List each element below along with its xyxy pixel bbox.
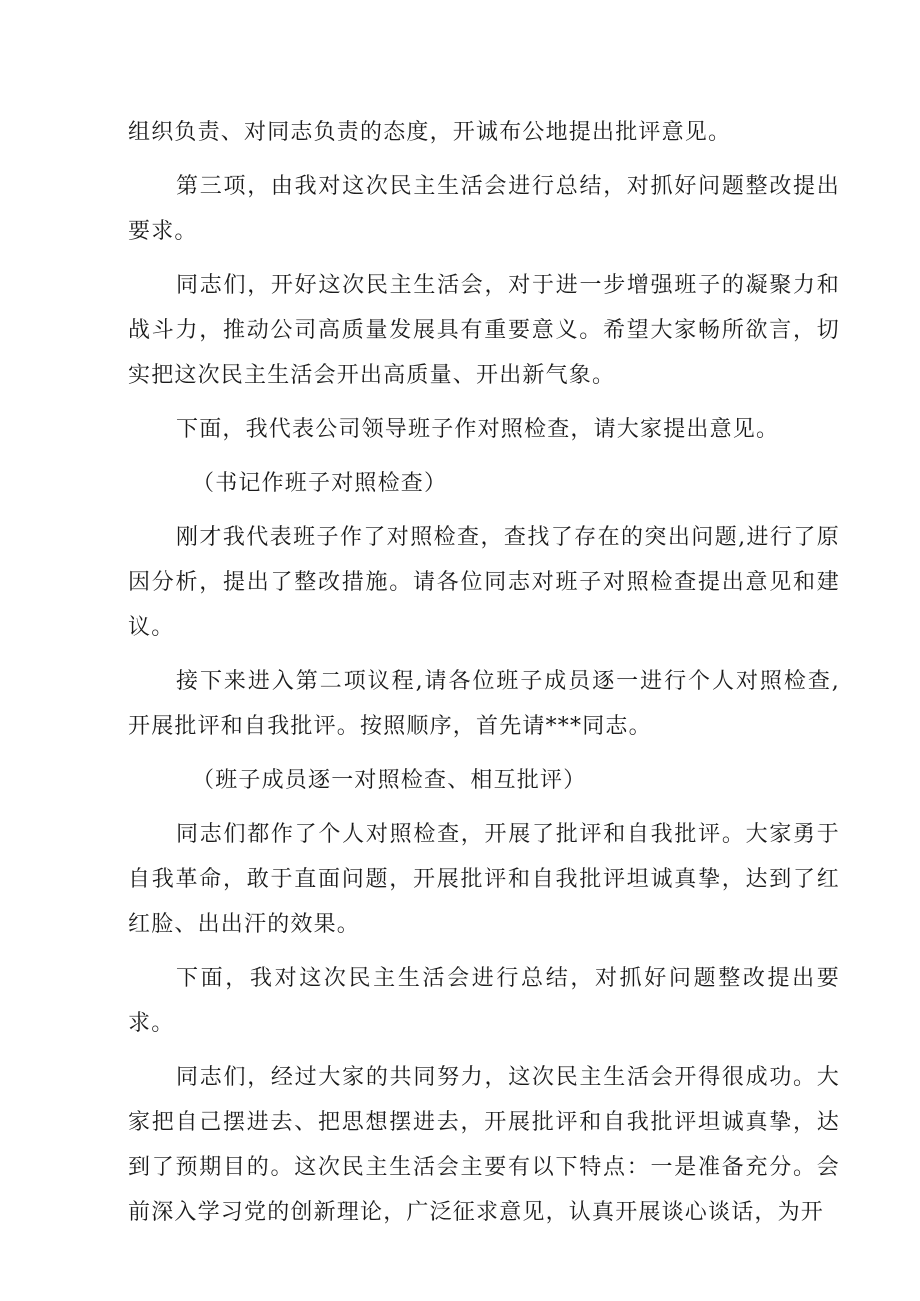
paragraph-2: 第三项，由我对这次民主生活会进行总结，对抓好问题整改提出要求。 <box>128 174 840 244</box>
paragraph-8: 下面，我对这次民主生活会进行总结，对抓好问题整改提出要求。 <box>128 966 840 1036</box>
paragraph-4: 下面，我代表公司领导班子作对照检查，请大家提出意见。 <box>176 417 780 442</box>
stage-note-2: （班子成员逐一对照检查、相互批评） <box>192 768 587 793</box>
paragraph-5: 刚才我代表班子作了对照检查，查找了存在的突出问题,进行了原因分析，提出了整改措施。请各位同志对班子对照检查提出意见和建议。 <box>128 525 840 640</box>
stage-note-1: （书记作班子对照检查） <box>192 471 448 496</box>
document-body <box>128 110 840 1244</box>
paragraph-9: 同志们，经过大家的共同努力，这次民主生活会开得很成功。大家把自己摆进去、把思想摆进去，开展批评和自我批评坦诚真挚，达到了预期目的。这次民主生活会主要有以下特点：一是准备充分。会前深入学习党的创新理论，广泛征求意见，认真开展谈心谈话，为开 <box>128 1065 840 1225</box>
paragraph-3: 同志们，开好这次民主生活会，对于进一步增强班子的凝聚力和战斗力，推动公司高质量发展具有重要意义。希望大家畅所欲言，切实把这次民主生活会开出高质量、开出新气象。 <box>128 273 840 388</box>
paragraph-1: 组织负责、对同志负责的态度，开诚布公地提出批评意见。 <box>128 120 732 145</box>
paragraph-6: 接下来进入第二项议程,请各位班子成员逐一进行个人对照检查,开展批评和自我批评。按照顺序，首先请***同志。 <box>128 669 840 739</box>
paragraph-7: 同志们都作了个人对照检查，开展了批评和自我批评。大家勇于自我革命，敢于直面问题，开展批评和自我批评坦诚真挚，达到了红红脸、出出汗的效果。 <box>128 822 840 937</box>
